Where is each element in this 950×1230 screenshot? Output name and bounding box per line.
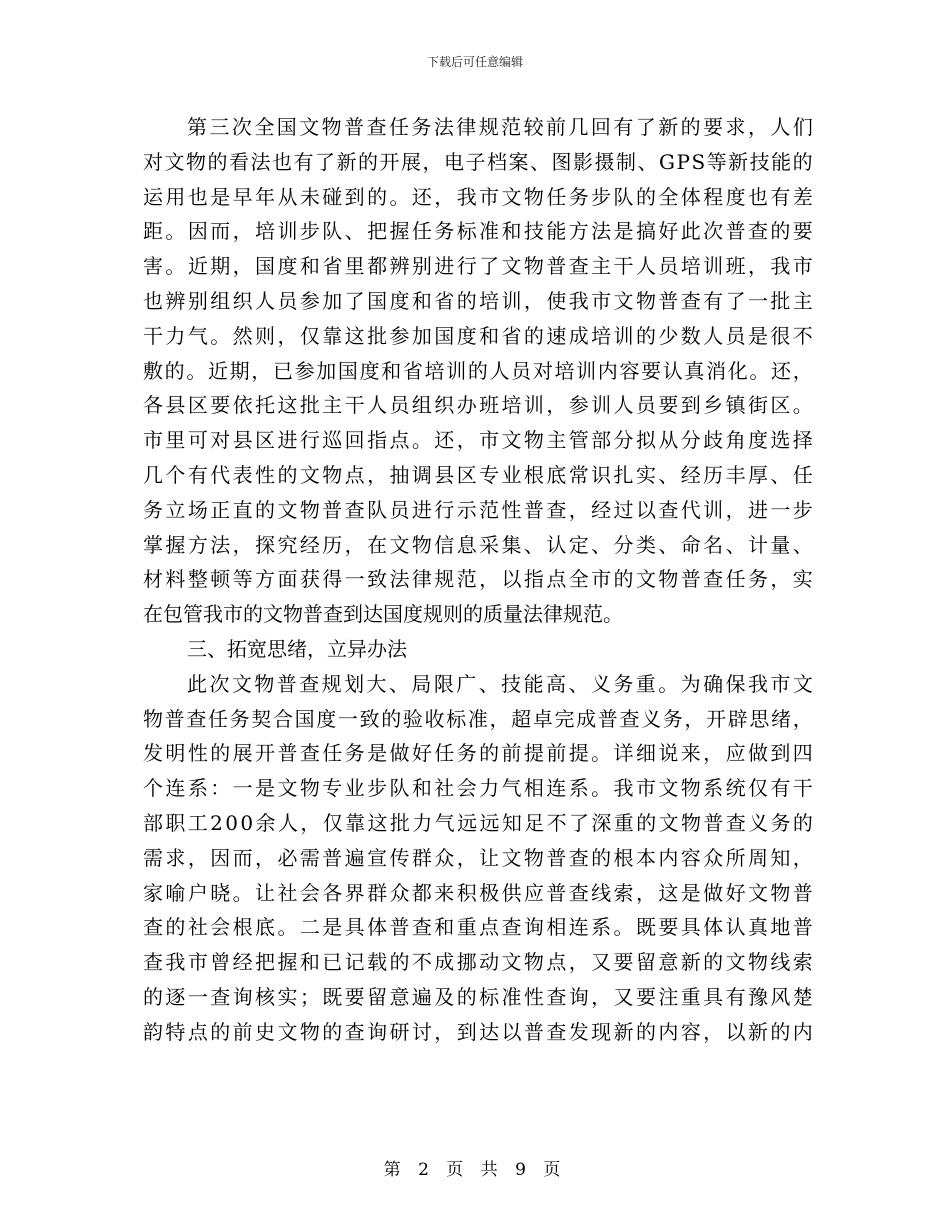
text-line: 韵 特 点 的 前 史 文 物 的 查 询 研 讨 ， 到 达 以 普 查 发 现 新 的 内 容 ， 以 新 的 内 <box>143 1019 813 1044</box>
document-body <box>143 110 813 1050</box>
text-line: 发 明 性 的 展 开 普 查 任 务 是 做 好 任 务 的 前 提 前 提 。 详 细 说 来 ， 应 做 到 四 <box>143 741 813 766</box>
page-header: 下载后可任意编辑 <box>426 55 523 69</box>
text-line: 市 里 可 对 县 区 进 行 巡 回 指 点 。 还 ， 市 文 物 主 管 部 分 拟 从 分 歧 角 度 选 择 <box>143 428 813 453</box>
text-line: 干 力 气 。 然 则 ， 仅 靠 这 批 参 加 国 度 和 省 的 速 成 培 训 的 少 数 人 员 是 很 不 <box>143 323 813 348</box>
text-line: 查 我 市 曾 经 把 握 和 已 记 载 的 不 成 挪 动 文 物 点 ， 又 要 留 意 新 的 文 物 线 索 <box>143 950 813 975</box>
text-line: 也 辨 别 组 织 人 员 参 加 了 国 度 和 省 的 培 训 ， 使 我 市 文 物 普 查 有 了 一 批 主 <box>143 288 813 313</box>
text-line: 第 三 次 全 国 文 物 普 查 任 务 法 律 规 范 较 前 几 回 有 了 新 的 要 求 ， 人 们 <box>187 115 813 139</box>
text-line: 害 。 近 期 ， 国 度 和 省 里 都 辨 别 进 行 了 文 物 普 查 主 干 人 员 培 训 班 ， 我 市 <box>143 254 813 279</box>
text-line: 查 的 社 会 根 底 。 二 是 具 体 普 查 和 重 点 查 询 相 连 系 。 既 要 具 体 认 真 地 普 <box>143 915 813 940</box>
text-line: 对 文 物 的 看 法 也 有 了 新 的 开 展 ， 电 子 档 案 、 图 影 摄 制 、 G P S 等 新 技 能 的 <box>143 149 813 174</box>
text-line: 物 普 查 任 务 契 合 国 度 一 致 的 验 收 标 准 ， 超 卓 完 成 普 查 义 务 ， 开 辟 思 绪 ， <box>143 706 813 731</box>
text-line: 务 立 场 正 直 的 文 物 普 查 队 员 进 行 示 范 性 普 查 ， 经 过 以 查 代 训 ， 进 一 步 <box>143 497 813 522</box>
text-line: 的 逐 一 查 询 核 实 ； 既 要 留 意 遍 及 的 标 准 性 查 询 ， 又 要 注 重 具 有 豫 风 楚 <box>143 984 813 1009</box>
text-line: 距 。 因 而 ， 培 训 步 队 、 把 握 任 务 标 准 和 技 能 方 法 是 搞 好 此 次 普 查 的 要 <box>143 219 813 244</box>
text-line: 材 料 整 顿 等 方 面 获 得 一 致 法 律 规 范 ， 以 指 点 全 市 的 文 物 普 查 任 务 ， 实 <box>143 567 813 592</box>
text-line: 部 职 工 2 0 0 余 人 ， 仅 靠 这 批 力 气 远 远 知 足 不 了 深 重 的 文 物 普 查 义 务 的 <box>143 810 813 835</box>
text-line: 运 用 也 是 早 年 从 未 碰 到 的 。 还 ， 我 市 文 物 任 务 步 队 的 全 体 程 度 也 有 差 <box>143 184 813 209</box>
section-heading: 三、拓宽思绪，立异办法 <box>187 636 407 661</box>
text-line: 在包管我市的文物普查到达国度规则的质量法律规范。 <box>143 602 623 627</box>
text-line: 掌 握 方 法 ， 探 究 经 历 ， 在 文 物 信 息 采 集 、 认 定 、 分 类 、 命 名 、 计 量 、 <box>143 532 813 557</box>
text-line: 几 个 有 代 表 性 的 文 物 点 ， 抽 调 县 区 专 业 根 底 常 识 扎 实 、 经 历 丰 厚 、 任 <box>143 462 813 487</box>
text-line: 各 县 区 要 依 托 这 批 主 干 人 员 组 织 办 班 培 训 ， 参 训 人 员 要 到 乡 镇 街 区 。 <box>143 393 813 418</box>
text-line: 家 喻 户 晓 。 让 社 会 各 界 群 众 都 来 积 极 供 应 普 查 线 索 ， 这 是 做 好 文 物 普 <box>143 880 813 905</box>
text-line: 个 连 系 ： 一 是 文 物 专 业 步 队 和 社 会 力 气 相 连 系 。 我 市 文 物 系 统 仅 有 干 <box>143 776 813 801</box>
text-line: 需 求 ， 因 而 ， 必 需 普 遍 宣 传 群 众 ， 让 文 物 普 查 的 根 本 内 容 众 所 周 知 ， <box>143 845 813 870</box>
text-line: 敷 的 。 近 期 ， 已 参 加 国 度 和 省 培 训 的 人 员 对 培 训 内 容 要 认 真 消 化 。 还 ， <box>143 358 813 383</box>
text-line: 此 次 文 物 普 查 规 划 大 、 局 限 广 、 技 能 高 、 义 务 重 。 为 确 保 我 市 文 <box>187 671 813 696</box>
page-footer: 第 2 页 共 9 页 <box>383 1160 567 1180</box>
